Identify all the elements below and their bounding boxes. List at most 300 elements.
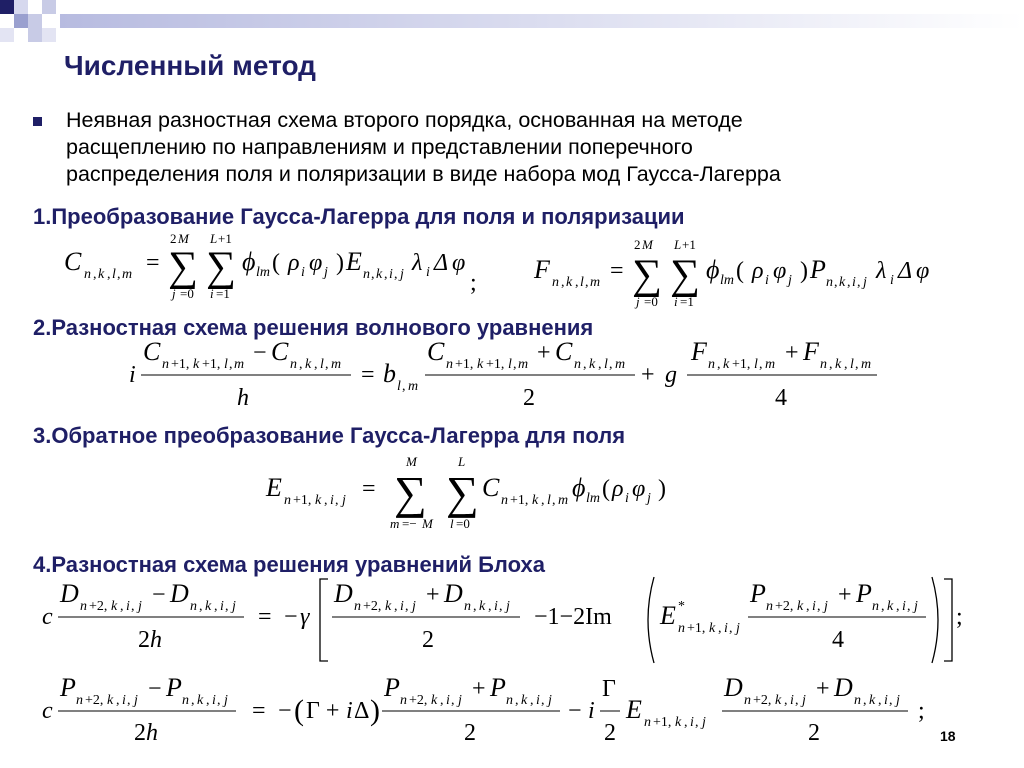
svg-text:i: i	[210, 286, 214, 301]
svg-text:): )	[800, 258, 808, 284]
svg-text:,: ,	[806, 599, 810, 614]
svg-text:h: h	[237, 385, 249, 411]
svg-text:n: n	[284, 493, 291, 508]
svg-text:F: F	[534, 255, 550, 284]
svg-text:F: F	[691, 337, 707, 366]
svg-text:+1,: +1,	[293, 493, 312, 508]
svg-text:,: ,	[402, 379, 406, 394]
svg-text:k: k	[566, 275, 573, 290]
svg-text:c: c	[42, 604, 53, 630]
svg-text:k: k	[839, 275, 846, 290]
svg-text:i: i	[330, 493, 334, 508]
svg-text:k: k	[675, 715, 682, 730]
svg-text:k: k	[709, 621, 716, 636]
svg-text:=1: =1	[680, 294, 694, 309]
formula-bloch-d	[38, 573, 978, 665]
svg-text:,: ,	[541, 493, 545, 508]
svg-text:k: k	[775, 693, 782, 708]
header-decoration	[0, 0, 1024, 50]
svg-text:γ: γ	[300, 604, 310, 630]
svg-text:,: ,	[394, 599, 398, 614]
formula-gl-transform-polarization	[530, 232, 980, 312]
svg-text:l: l	[397, 379, 401, 394]
svg-text:+1,: +1,	[653, 715, 672, 730]
svg-text:k: k	[887, 599, 894, 614]
svg-text:M: M	[642, 237, 653, 252]
svg-text:m: m	[861, 357, 872, 372]
svg-text:i: i	[446, 693, 450, 708]
svg-text:m: m	[234, 357, 245, 372]
svg-text:,: ,	[117, 267, 121, 282]
svg-text:n: n	[854, 693, 861, 708]
svg-text:P: P	[750, 579, 766, 608]
svg-text:i: i	[346, 698, 353, 724]
svg-text:Δ: Δ	[434, 250, 449, 276]
svg-text:,: ,	[795, 693, 799, 708]
svg-text:,: ,	[120, 599, 124, 614]
svg-text:,: ,	[855, 357, 859, 372]
svg-text:i: i	[765, 273, 769, 288]
svg-text:m: m	[765, 357, 776, 372]
svg-text:ρ: ρ	[612, 476, 624, 502]
svg-text:,: ,	[225, 599, 229, 614]
bullet-text-line: Неявная разностная схема второго порядка, основанная на методе	[66, 108, 743, 132]
svg-text:j: j	[802, 693, 806, 708]
svg-text:φ: φ	[309, 250, 323, 276]
svg-text:j: j	[224, 693, 228, 708]
svg-text:j: j	[702, 715, 706, 730]
svg-text:P: P	[384, 673, 400, 702]
svg-text:=0: =0	[644, 294, 658, 309]
svg-text:M: M	[406, 454, 417, 469]
svg-text:M: M	[422, 516, 433, 531]
svg-text:i: i	[389, 267, 393, 282]
svg-text:+1,: +1,	[510, 493, 529, 508]
svg-text:k: k	[98, 267, 105, 282]
svg-text:,: ,	[335, 493, 339, 508]
svg-text:+: +	[472, 676, 486, 702]
svg-text:∑: ∑	[168, 244, 198, 290]
svg-text:n: n	[363, 267, 370, 282]
svg-text:Δ: Δ	[898, 258, 913, 284]
svg-text:i: i	[220, 599, 224, 614]
svg-text:ρ: ρ	[752, 258, 764, 284]
svg-text:E: E	[266, 473, 282, 502]
svg-text:j: j	[914, 599, 918, 614]
svg-text:,: ,	[561, 275, 565, 290]
svg-text:n: n	[182, 693, 189, 708]
svg-text:n: n	[84, 267, 91, 282]
svg-text:2: 2	[523, 385, 535, 411]
svg-text:+1,: +1,	[455, 357, 474, 372]
svg-text:P: P	[490, 673, 506, 702]
svg-text:k: k	[193, 357, 200, 372]
svg-text:,: ,	[598, 357, 602, 372]
svg-text:i: i	[536, 693, 540, 708]
svg-text:=: =	[252, 698, 266, 724]
svg-text:n: n	[162, 357, 169, 372]
svg-text:;: ;	[956, 604, 963, 630]
svg-text:n: n	[678, 621, 685, 636]
svg-text:2: 2	[422, 627, 434, 653]
svg-text:i: i	[400, 599, 404, 614]
svg-text:+1: +1	[218, 231, 232, 246]
svg-text:,: ,	[199, 599, 203, 614]
svg-text:,: ,	[844, 357, 848, 372]
svg-text:j: j	[647, 491, 651, 506]
svg-text:i: i	[890, 273, 894, 288]
svg-text:n: n	[446, 357, 453, 372]
svg-text:+1,: +1,	[687, 621, 706, 636]
svg-text:+2,: +2,	[775, 599, 794, 614]
formula-bloch-p	[38, 668, 978, 753]
svg-text:n: n	[744, 693, 751, 708]
svg-text:n: n	[354, 599, 361, 614]
svg-text:,: ,	[784, 693, 788, 708]
formula-wave-scheme	[125, 336, 895, 416]
svg-text:+: +	[838, 582, 852, 608]
svg-text:∑: ∑	[632, 252, 662, 298]
svg-text:k: k	[431, 693, 438, 708]
svg-text:+: +	[816, 676, 830, 702]
svg-text:λ: λ	[876, 258, 887, 284]
svg-text:m: m	[331, 357, 342, 372]
svg-text:,: ,	[499, 599, 503, 614]
svg-text:l: l	[224, 357, 228, 372]
svg-text:n: n	[80, 599, 87, 614]
svg-text:,: ,	[451, 693, 455, 708]
svg-text:j: j	[400, 267, 404, 282]
svg-text:k: k	[589, 357, 596, 372]
svg-text:P: P	[166, 673, 182, 702]
svg-text:,: ,	[575, 275, 579, 290]
svg-text:k: k	[376, 267, 383, 282]
svg-text:,: ,	[299, 357, 303, 372]
svg-text:φ: φ	[452, 250, 466, 276]
section-heading-4: 4.Разностная схема решения уравнений Блоха	[33, 552, 545, 577]
svg-text:,: ,	[314, 357, 318, 372]
svg-text:m: m	[590, 275, 601, 290]
svg-text:ϕ: ϕ	[572, 473, 586, 502]
svg-text:,: ,	[384, 267, 388, 282]
svg-text:,: ,	[878, 693, 882, 708]
svg-text:;: ;	[470, 270, 477, 296]
svg-text:L: L	[210, 231, 218, 246]
svg-text:*: *	[678, 599, 685, 614]
svg-text:P: P	[856, 579, 872, 608]
svg-text:+: +	[785, 340, 799, 366]
svg-text:∑: ∑	[446, 467, 479, 518]
svg-text:(: (	[272, 250, 280, 276]
svg-text:i: i	[126, 599, 130, 614]
svg-text:j: j	[134, 693, 138, 708]
svg-text:M: M	[178, 231, 189, 246]
svg-text:n: n	[464, 599, 471, 614]
svg-text:l: l	[320, 357, 324, 372]
svg-text:g: g	[665, 362, 677, 388]
svg-text:,: ,	[324, 493, 328, 508]
svg-text:;: ;	[918, 698, 925, 724]
page-number: 18	[940, 728, 956, 744]
svg-text:Γ +: Γ +	[306, 698, 340, 724]
formula-inverse-gl	[262, 450, 722, 540]
svg-text:n: n	[552, 275, 559, 290]
svg-text:+1,: +1,	[486, 357, 505, 372]
svg-text:k: k	[477, 357, 484, 372]
svg-text:h: h	[146, 720, 158, 746]
svg-text:l: l	[580, 275, 584, 290]
svg-text:D: D	[724, 673, 743, 702]
svg-text:2: 2	[170, 231, 177, 246]
svg-text:L: L	[458, 454, 466, 469]
svg-text:i: i	[724, 621, 728, 636]
svg-text:P: P	[810, 255, 826, 284]
svg-text:+2,: +2,	[85, 693, 104, 708]
svg-text:j: j	[863, 275, 867, 290]
svg-text:): )	[658, 476, 666, 502]
svg-text:m: m	[615, 357, 626, 372]
svg-text:,: ,	[107, 267, 111, 282]
svg-text:k: k	[315, 493, 322, 508]
svg-text:b: b	[383, 359, 396, 388]
svg-text:C: C	[482, 473, 500, 502]
svg-text:,: ,	[847, 275, 851, 290]
svg-text:,: ,	[817, 599, 821, 614]
svg-text:,: ,	[759, 357, 763, 372]
svg-text:n: n	[644, 715, 651, 730]
svg-text:n: n	[708, 357, 715, 372]
svg-text:lm: lm	[256, 265, 270, 280]
svg-text:C: C	[271, 337, 289, 366]
svg-text:+2,: +2,	[409, 693, 428, 708]
svg-text:2: 2	[138, 627, 150, 653]
svg-text:D: D	[60, 579, 79, 608]
svg-text:φ: φ	[632, 476, 646, 502]
svg-text:n: n	[76, 693, 83, 708]
svg-text:i: i	[852, 275, 856, 290]
svg-text:,: ,	[881, 599, 885, 614]
svg-text:E: E	[346, 247, 362, 276]
formula-gl-transform-field	[60, 228, 510, 308]
svg-text:j: j	[324, 265, 328, 280]
svg-text:l: l	[754, 357, 758, 372]
svg-text:D: D	[834, 673, 853, 702]
svg-text:,: ,	[325, 357, 329, 372]
svg-text:D: D	[170, 579, 189, 608]
svg-text:E: E	[660, 601, 676, 630]
svg-text:=0: =0	[180, 286, 194, 301]
svg-text:=: =	[258, 604, 272, 630]
svg-text:,: ,	[585, 275, 589, 290]
svg-text:k: k	[521, 693, 528, 708]
svg-text:φ: φ	[916, 258, 930, 284]
svg-text:l: l	[508, 357, 512, 372]
svg-text:j: j	[342, 493, 346, 508]
svg-text:=−: =−	[402, 516, 417, 531]
svg-text:D: D	[444, 579, 463, 608]
svg-text:j: j	[636, 294, 640, 309]
svg-text:2: 2	[634, 237, 641, 252]
bullet-text-line: распределения поля и поляризации в виде набора мод Гаусса-Лагерра	[66, 162, 781, 186]
svg-text:ϕ: ϕ	[706, 255, 720, 284]
svg-text:i: i	[588, 698, 595, 724]
svg-text:,: ,	[834, 275, 838, 290]
svg-text:j: j	[896, 693, 900, 708]
svg-text:k: k	[305, 357, 312, 372]
svg-text:+2,: +2,	[753, 693, 772, 708]
svg-text:∑: ∑	[206, 244, 236, 290]
svg-text:h: h	[150, 627, 162, 653]
svg-text:,: ,	[729, 621, 733, 636]
svg-text:+: +	[426, 582, 440, 608]
svg-text:,: ,	[405, 599, 409, 614]
svg-text:l: l	[547, 493, 551, 508]
svg-text:,: ,	[131, 599, 135, 614]
section-heading-1: 1.Преобразование Гаусса-Лагерра для поля и поляризации	[33, 204, 685, 229]
svg-text:i: i	[494, 599, 498, 614]
svg-text:,: ,	[829, 357, 833, 372]
svg-text:i: i	[122, 693, 126, 708]
svg-text:,: ,	[93, 267, 97, 282]
svg-text:,: ,	[530, 693, 534, 708]
svg-text:j: j	[506, 599, 510, 614]
svg-text:C: C	[143, 337, 161, 366]
svg-text:m: m	[122, 267, 133, 282]
bullet-square-icon	[33, 117, 42, 126]
svg-text:,: ,	[857, 275, 861, 290]
svg-text:n: n	[506, 693, 513, 708]
svg-text:2: 2	[604, 720, 616, 746]
svg-text:,: ,	[684, 715, 688, 730]
svg-text:(: (	[736, 258, 744, 284]
svg-text:k: k	[723, 357, 730, 372]
svg-text:,: ,	[863, 693, 867, 708]
svg-text:−: −	[278, 698, 292, 724]
svg-text:i: i	[674, 294, 678, 309]
svg-text:=: =	[361, 362, 375, 388]
svg-text:4: 4	[775, 385, 787, 411]
svg-text:2: 2	[808, 720, 820, 746]
svg-text:,: ,	[488, 599, 492, 614]
svg-text:+2,: +2,	[363, 599, 382, 614]
svg-text:l: l	[604, 357, 608, 372]
svg-text:j: j	[138, 599, 142, 614]
svg-text:k: k	[479, 599, 486, 614]
svg-text:2: 2	[134, 720, 146, 746]
svg-text:=: =	[610, 258, 624, 284]
svg-text:,: ,	[229, 357, 233, 372]
svg-text:,: ,	[718, 621, 722, 636]
svg-text:,: ,	[541, 693, 545, 708]
svg-text:n: n	[820, 357, 827, 372]
svg-text:4: 4	[832, 627, 844, 653]
svg-text:P: P	[60, 673, 76, 702]
svg-text:=1: =1	[216, 286, 230, 301]
svg-text:(: (	[294, 694, 304, 727]
svg-text:): )	[370, 694, 380, 727]
svg-text:j: j	[412, 599, 416, 614]
svg-text:E: E	[626, 695, 642, 724]
svg-text:l: l	[850, 357, 854, 372]
svg-text:−: −	[284, 604, 298, 630]
svg-text:=: =	[362, 476, 376, 502]
svg-text:D: D	[334, 579, 353, 608]
svg-text:F: F	[803, 337, 819, 366]
svg-text:j: j	[232, 599, 236, 614]
svg-text:∑: ∑	[670, 252, 700, 298]
svg-text:i: i	[902, 599, 906, 614]
svg-text:,: ,	[371, 267, 375, 282]
svg-text:L: L	[674, 237, 682, 252]
svg-text:+1,: +1,	[171, 357, 190, 372]
svg-text:,: ,	[609, 357, 613, 372]
svg-text:l: l	[112, 267, 116, 282]
svg-text:i: i	[301, 265, 305, 280]
svg-text:+1,: +1,	[202, 357, 221, 372]
svg-text:i: i	[625, 491, 629, 506]
svg-text:+2,: +2,	[89, 599, 108, 614]
svg-text:i: i	[212, 693, 216, 708]
svg-text:i: i	[812, 599, 816, 614]
svg-text:−: −	[148, 676, 162, 702]
svg-text:ρ: ρ	[288, 250, 300, 276]
svg-text:,: ,	[513, 357, 517, 372]
svg-text:λ: λ	[412, 250, 423, 276]
svg-text:n: n	[190, 599, 197, 614]
svg-text:k: k	[532, 493, 539, 508]
svg-text:,: ,	[217, 693, 221, 708]
svg-text:k: k	[869, 693, 876, 708]
svg-text:m: m	[558, 493, 569, 508]
svg-text:,: ,	[394, 267, 398, 282]
svg-text:n: n	[872, 599, 879, 614]
svg-text:−1−2Im: −1−2Im	[534, 604, 612, 630]
svg-text:−: −	[568, 698, 582, 724]
svg-text:−: −	[152, 582, 166, 608]
svg-text:l: l	[450, 516, 454, 531]
svg-text:,: ,	[206, 693, 210, 708]
svg-text:n: n	[766, 599, 773, 614]
svg-text:,: ,	[116, 693, 120, 708]
svg-text:,: ,	[515, 693, 519, 708]
svg-text:k: k	[107, 693, 114, 708]
svg-text:k: k	[797, 599, 804, 614]
svg-text:j: j	[548, 693, 552, 708]
svg-text:n: n	[501, 493, 508, 508]
svg-text:j: j	[824, 599, 828, 614]
slide-title: Численный метод	[64, 50, 316, 81]
svg-text:,: ,	[907, 599, 911, 614]
svg-text:Δ: Δ	[354, 698, 370, 724]
svg-text:+: +	[641, 362, 655, 388]
svg-text:=: =	[146, 250, 160, 276]
svg-text:k: k	[835, 357, 842, 372]
svg-text:+1,: +1,	[732, 357, 751, 372]
svg-text:n: n	[400, 693, 407, 708]
svg-text:i: i	[884, 693, 888, 708]
svg-text:,: ,	[695, 715, 699, 730]
svg-text:c: c	[42, 698, 53, 724]
svg-text:,: ,	[191, 693, 195, 708]
svg-text:,: ,	[440, 693, 444, 708]
svg-text:ϕ: ϕ	[242, 247, 256, 276]
svg-text:k: k	[385, 599, 392, 614]
svg-text:C: C	[427, 337, 445, 366]
section-heading-2: 2.Разностная схема решения волнового уравнения	[33, 315, 594, 340]
svg-text:n: n	[826, 275, 833, 290]
svg-text:,: ,	[552, 493, 556, 508]
svg-text:m: m	[408, 379, 419, 394]
